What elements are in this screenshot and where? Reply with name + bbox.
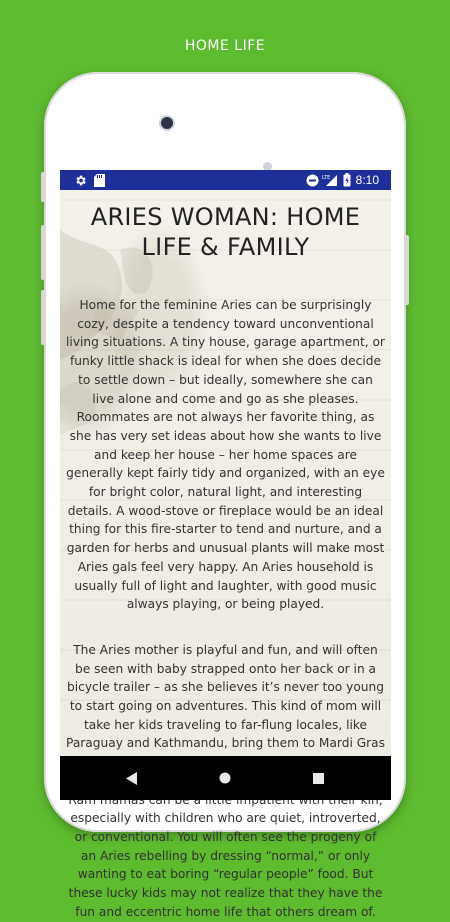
dnd-icon — [306, 173, 319, 187]
battery-icon — [343, 173, 351, 187]
sd-card-icon — [94, 173, 105, 187]
back-icon[interactable] — [122, 768, 142, 788]
article-paragraph: Home for the feminine Aries can be surprisingly cozy, despite a tendency toward unconventional living situations. A tiny house, garage apartment, or funky little shack is ideal for when she does decide to settle down – but ideally, somewhere she can live alone and come and go as she pleases. Roommates are not always her favorite thing, as she has very set ideas about how she wants to live and keep her house – her home spaces are generally kept fairly tidy and organized, with an eye for bright color, natural light, and interesting details. A wood-stove or fireplace would be an ideal thing for this fire-starter to tend and nurture, and a garden for herbs and unusual plants will make most Aries gals feel very happy. An Aries household is usually full of light and laughter, with good music always playing, or being played. — [66, 298, 385, 612]
gear-icon — [74, 173, 87, 187]
page-caption: HOME LIFE — [184, 38, 266, 54]
app-screen — [60, 170, 391, 919]
navigation-bar — [60, 756, 391, 800]
side-button-left-3 — [41, 290, 45, 345]
front-camera — [161, 117, 173, 129]
status-time: 8:10 — [355, 173, 379, 187]
lte-signal-icon — [322, 173, 338, 187]
side-button-left-2 — [41, 225, 45, 280]
side-button-right — [405, 235, 409, 305]
side-button-left-1 — [41, 172, 45, 202]
svg-text:LTE: LTE — [322, 175, 331, 181]
status-bar — [60, 170, 391, 190]
article-title: ARIES WOMAN: HOME LIFE & FAMILY — [90, 203, 361, 261]
article-paragraph: The Aries mother is playful and fun, and will often be seen with baby strapped onto her back or in a bicycle trailer – as she believes it’s never too young to start going on adventures. This kind of mom will take her kids traveling to far-flung locales, like Paraguay and Kathmandu, bring them to Mardi Gras especially with children who are quiet, introverted, or conventional. You will often see the progeny of an Aries rebelling by dressing “normal,” or only wanting to eat boring “regular people” food. But these lucky kids may not realize that they have the fun and eccentric home life that others dream of. — [66, 642, 385, 919]
recents-icon[interactable] — [308, 768, 328, 788]
home-icon[interactable] — [215, 768, 235, 788]
article-content[interactable] — [60, 190, 391, 919]
